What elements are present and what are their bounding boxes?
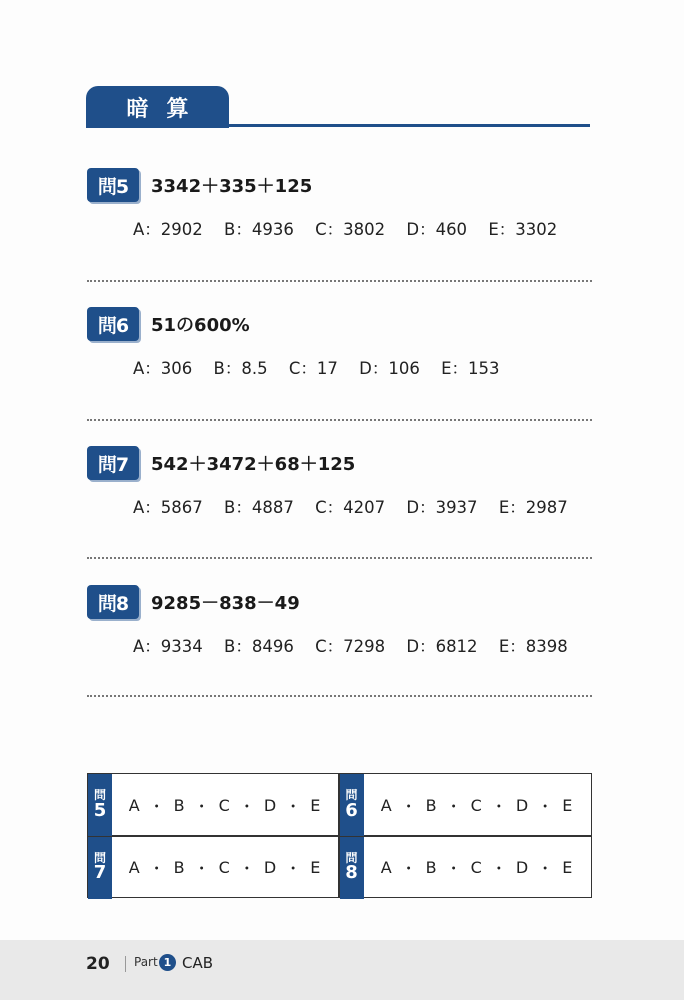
answer-label-kanji: 問 bbox=[345, 788, 358, 803]
page-footer bbox=[0, 940, 684, 1000]
question-badge: 問6 bbox=[87, 307, 139, 341]
question-expression: 51の600% bbox=[151, 315, 250, 336]
answer-options bbox=[364, 837, 591, 899]
option-e[interactable]: E bbox=[562, 858, 574, 877]
question-badge: 問7 bbox=[87, 446, 139, 480]
option-c[interactable]: C bbox=[218, 795, 231, 815]
separator: ・ bbox=[193, 796, 211, 816]
choice-a: A：306 bbox=[133, 359, 193, 378]
option-c[interactable]: C bbox=[470, 795, 483, 815]
part-number-badge: 1 bbox=[159, 954, 176, 971]
option-b[interactable]: B bbox=[173, 858, 186, 877]
separator: ・ bbox=[400, 859, 418, 878]
answer-label-number: 5 bbox=[93, 799, 107, 821]
question-5 bbox=[87, 168, 592, 248]
choice-e: E：2987 bbox=[498, 498, 568, 517]
separator: ・ bbox=[285, 796, 303, 816]
separator: ・ bbox=[445, 796, 463, 816]
choice-d: D：6812 bbox=[406, 637, 478, 656]
option-a[interactable]: A bbox=[380, 795, 393, 815]
option-c[interactable]: C bbox=[470, 858, 483, 877]
section-underline bbox=[229, 124, 590, 127]
choice-a: A：2902 bbox=[133, 220, 203, 239]
question-8 bbox=[87, 585, 592, 665]
separator: ・ bbox=[193, 859, 211, 878]
answer-row-8 bbox=[340, 837, 591, 899]
answer-label-number: 7 bbox=[93, 862, 107, 884]
choice-b: B：8496 bbox=[224, 637, 294, 656]
choice-d: D：106 bbox=[359, 359, 420, 378]
choice-c: C：4207 bbox=[315, 498, 386, 517]
option-d[interactable]: D bbox=[263, 858, 278, 877]
answer-options bbox=[112, 774, 338, 836]
choice-e: E：3302 bbox=[488, 220, 558, 239]
choice-list bbox=[133, 355, 514, 379]
choice-e: E：153 bbox=[441, 359, 500, 378]
separator: ・ bbox=[490, 796, 508, 816]
separator: ・ bbox=[285, 859, 303, 878]
option-d[interactable]: D bbox=[263, 795, 278, 815]
question-6 bbox=[87, 307, 592, 387]
answer-options bbox=[112, 837, 338, 899]
choice-b: B：4887 bbox=[224, 498, 294, 517]
question-expression: 3342＋335＋125 bbox=[151, 176, 313, 197]
option-e[interactable]: E bbox=[562, 795, 574, 815]
separator: ・ bbox=[238, 796, 256, 816]
question-expression: 542＋3472＋68＋125 bbox=[151, 454, 356, 475]
separator: ・ bbox=[148, 859, 166, 878]
option-b[interactable]: B bbox=[173, 795, 186, 815]
answer-label bbox=[340, 774, 364, 836]
option-e[interactable]: E bbox=[310, 858, 322, 877]
answer-options bbox=[364, 774, 591, 836]
option-d[interactable]: D bbox=[515, 858, 530, 877]
choice-c: C：7298 bbox=[315, 637, 386, 656]
answer-label bbox=[88, 774, 112, 836]
separator: ・ bbox=[490, 859, 508, 878]
separator: ・ bbox=[537, 859, 555, 878]
choice-e: E：8398 bbox=[498, 637, 568, 656]
separator: ・ bbox=[238, 859, 256, 878]
option-a[interactable]: A bbox=[128, 858, 141, 877]
answer-row-6 bbox=[340, 774, 591, 836]
option-d[interactable]: D bbox=[515, 795, 530, 815]
answer-label-kanji: 問 bbox=[345, 850, 358, 865]
choice-list bbox=[133, 494, 582, 518]
option-c[interactable]: C bbox=[218, 858, 231, 877]
answer-label-kanji: 問 bbox=[93, 788, 106, 803]
answer-label bbox=[340, 837, 364, 899]
dotted-divider bbox=[87, 280, 592, 282]
choice-c: C：17 bbox=[288, 359, 338, 378]
answer-label bbox=[88, 837, 112, 899]
choice-d: D：3937 bbox=[406, 498, 478, 517]
answer-row-7 bbox=[88, 837, 338, 899]
separator: ・ bbox=[400, 796, 418, 816]
section-header bbox=[86, 86, 590, 128]
choice-c: C：3802 bbox=[315, 220, 386, 239]
question-expression: 9285－838－49 bbox=[151, 593, 300, 614]
option-a[interactable]: A bbox=[380, 858, 393, 877]
answer-row-5 bbox=[88, 774, 338, 836]
separator: ・ bbox=[537, 796, 555, 816]
section-title: 暗算 bbox=[126, 96, 207, 122]
page-number: 20 bbox=[86, 954, 110, 974]
option-e[interactable]: E bbox=[310, 795, 322, 815]
option-a[interactable]: A bbox=[128, 795, 141, 815]
question-badge: 問5 bbox=[87, 168, 139, 202]
separator: ・ bbox=[445, 859, 463, 878]
question-7 bbox=[87, 446, 592, 526]
section-tab bbox=[86, 86, 229, 128]
separator: ・ bbox=[148, 796, 166, 816]
choice-b: B：4936 bbox=[224, 220, 294, 239]
choice-d: D：460 bbox=[406, 220, 468, 239]
choice-a: A：9334 bbox=[133, 637, 203, 656]
dotted-divider bbox=[87, 557, 592, 559]
footer-separator bbox=[125, 956, 126, 972]
dotted-divider bbox=[87, 695, 592, 697]
choice-list bbox=[133, 216, 571, 240]
option-b[interactable]: B bbox=[425, 858, 438, 877]
part-title: CAB bbox=[182, 954, 214, 972]
choice-list bbox=[133, 633, 582, 657]
choice-b: B：8.5 bbox=[213, 359, 268, 378]
answer-label-kanji: 問 bbox=[93, 850, 106, 865]
answer-sheet bbox=[87, 773, 592, 898]
question-badge: 問8 bbox=[87, 585, 139, 619]
choice-a: A：5867 bbox=[133, 498, 203, 517]
part-label: Part bbox=[134, 955, 158, 969]
answer-label-number: 6 bbox=[345, 799, 358, 821]
option-b[interactable]: B bbox=[425, 795, 438, 815]
answer-label-number: 8 bbox=[345, 862, 358, 884]
dotted-divider bbox=[87, 419, 592, 421]
